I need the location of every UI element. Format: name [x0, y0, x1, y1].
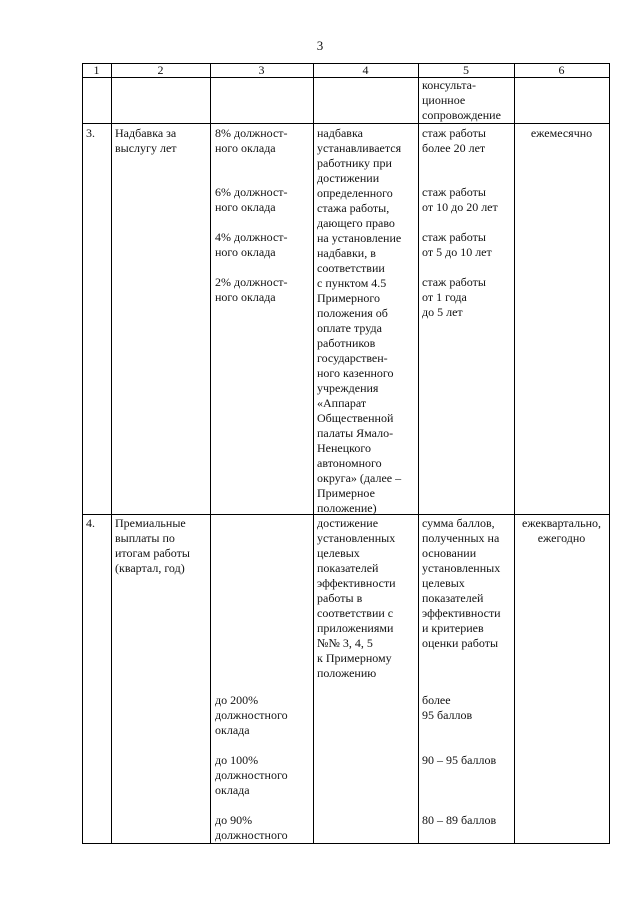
payment-condition: достижение установленных целевых показателей эффективности работы в соответствии с приложениями №№ 3, 4, 5 к Примерному положению — [317, 516, 396, 680]
payment-criterion: сумма баллов, полученных на основании установленных целевых показателей эффективности и критериев оценки работы — [422, 516, 501, 650]
table-border-right — [609, 63, 610, 844]
column-divider — [313, 63, 314, 844]
column-divider — [111, 63, 112, 844]
score-range: 80 – 89 баллов — [422, 813, 497, 827]
header-divider — [82, 77, 610, 78]
column-header: 1 — [93, 63, 100, 77]
column-header: 5 — [463, 63, 469, 77]
payment-amount: 4% должност- ного оклада — [215, 230, 288, 259]
payment-period: ежемесячно — [530, 126, 593, 140]
payment-amount: до 200% должностного оклада — [215, 693, 288, 737]
page-number: 3 — [316, 38, 324, 53]
column-divider — [418, 63, 419, 844]
payment-amount: до 100% должностного оклада — [215, 753, 288, 797]
score-range: более 95 баллов — [422, 693, 473, 722]
score-range: 90 – 95 баллов — [422, 753, 497, 767]
payment-criterion: стаж работы от 5 до 10 лет — [422, 230, 492, 259]
payment-amount: до 90% должностного — [215, 813, 288, 842]
payment-amount: 6% должност- ного оклада — [215, 185, 288, 214]
table-border-left — [82, 63, 83, 844]
payment-criterion: стаж работы от 1 года до 5 лет — [422, 275, 486, 319]
row-divider — [82, 123, 610, 124]
column-header: 6 — [558, 63, 565, 77]
column-divider — [210, 63, 211, 844]
row-number: 3. — [86, 126, 95, 140]
payment-period: ежеквартально, ежегодно — [522, 516, 601, 545]
payment-amount: 2% должност- ного оклада — [215, 275, 288, 304]
payment-criterion: стаж работы более 20 лет — [422, 126, 486, 155]
payment-amount: 8% должност- ного оклада — [215, 126, 288, 155]
column-divider — [514, 63, 515, 844]
payment-condition: надбавка устанавливается работнику при достижении определенного стажа работы, дающего право на установление надбавки, в соответствии с пунктом 4.5 Примерного положения об оплате труда работников государствен- ного казенного учреждения «Аппарат Общественной палаты Ямало- Ненецкого автономного округа» (далее – Примерное положение) — [317, 126, 402, 515]
row-number: 4. — [86, 516, 95, 530]
pay-table — [82, 63, 610, 844]
column-header: 2 — [157, 63, 164, 77]
payment-name: Премиальные выплаты по итогам работы (квартал, год) — [115, 516, 190, 575]
payment-criterion: стаж работы от 10 до 20 лет — [422, 185, 498, 214]
payment-name: Надбавка за выслугу лет — [115, 126, 177, 155]
table-border-bottom — [82, 843, 610, 844]
column-header: 3 — [258, 63, 265, 77]
column-header: 4 — [362, 63, 369, 77]
consulting-support-cell: консульта- ционное сопровождение — [422, 78, 501, 122]
